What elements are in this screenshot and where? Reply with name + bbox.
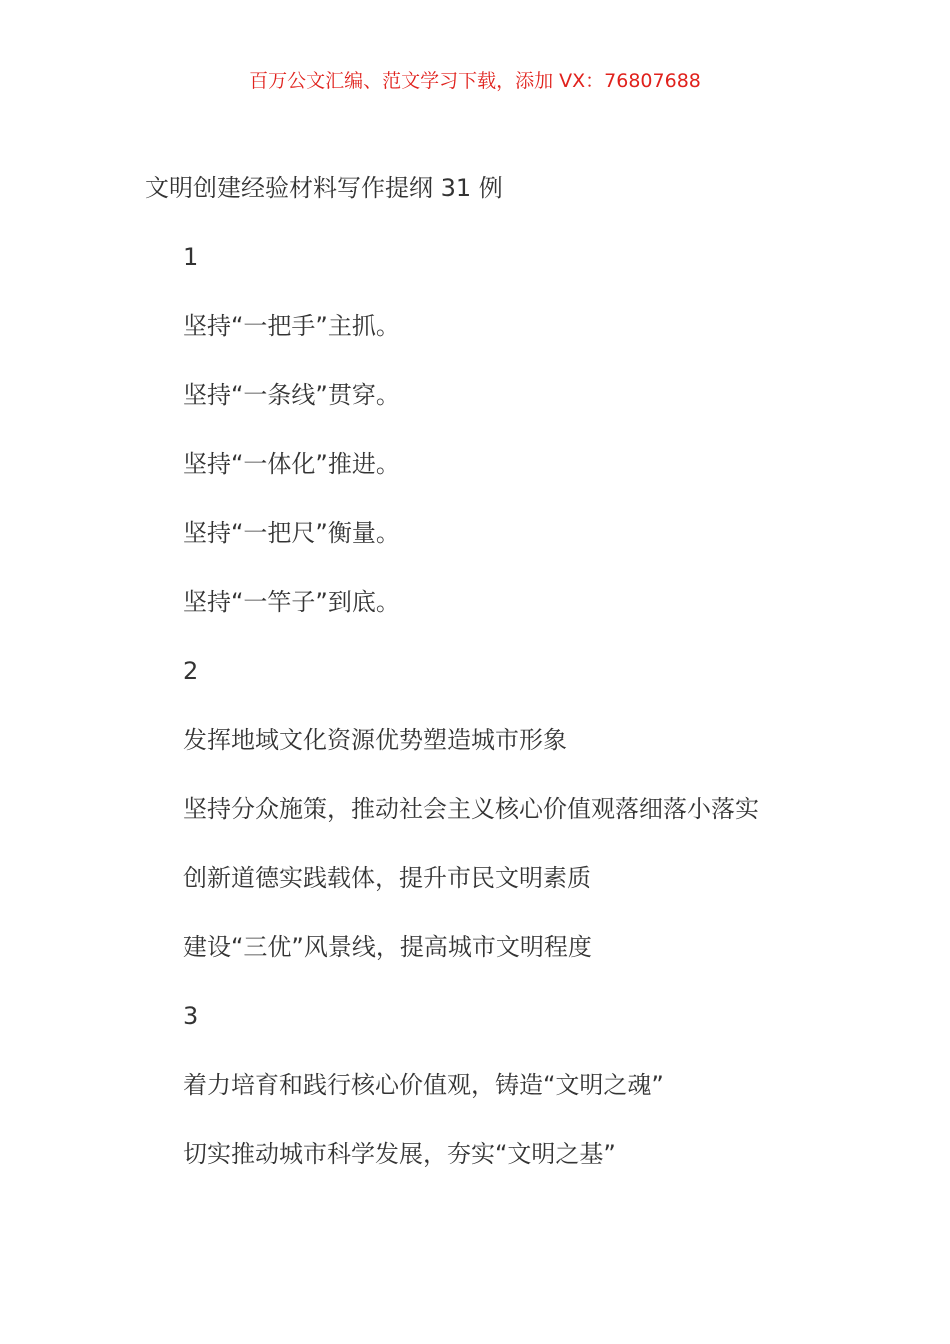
outline-item: 坚持分众施策，推动社会主义核心价值观落细落小落实 [183, 795, 759, 823]
section-number: 3 [183, 1002, 199, 1030]
outline-item: 坚持“一把尺”衡量。 [183, 519, 400, 547]
outline-item: 坚持“一条线”贯穿。 [183, 381, 400, 409]
outline-item: 建设“三优”风景线，提高城市文明程度 [183, 933, 592, 961]
outline-item: 坚持“一把手”主抓。 [183, 312, 400, 340]
section-number: 2 [183, 657, 199, 685]
outline-item: 创新道德实践载体，提升市民文明素质 [183, 864, 591, 892]
section-number: 1 [183, 243, 199, 271]
outline-item: 发挥地域文化资源优势塑造城市形象 [183, 726, 567, 754]
outline-list [183, 240, 759, 1206]
outline-item: 着力培育和践行核心价值观，铸造“文明之魂” [183, 1071, 664, 1099]
outline-item: 坚持“一体化”推进。 [183, 450, 400, 478]
header-promo-text: 百万公文汇编、范文学习下载，添加 VX：76807688 [249, 70, 701, 92]
document-title: 文明创建经验材料写作提纲 31 例 [145, 174, 503, 202]
outline-item: 切实推动城市科学发展，夯实“文明之基” [183, 1140, 616, 1168]
outline-item: 坚持“一竿子”到底。 [183, 588, 400, 616]
